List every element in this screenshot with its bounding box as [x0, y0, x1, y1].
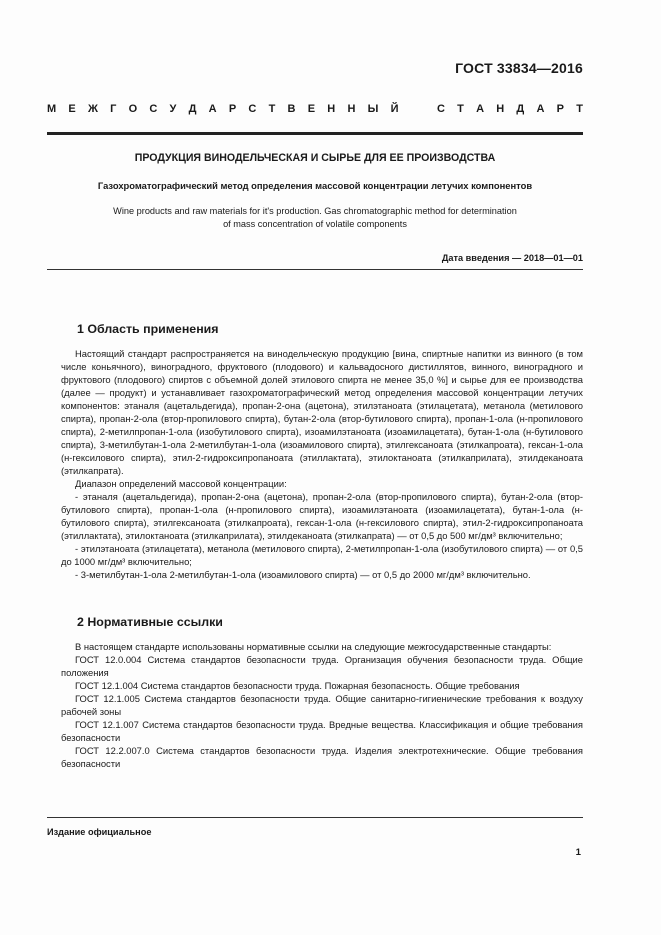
header-letter: В: [287, 103, 296, 115]
header-letter: Д: [516, 103, 525, 115]
page-number: 1: [575, 847, 581, 858]
footer-rule: [47, 817, 583, 818]
document-title: ПРОДУКЦИЯ ВИНОДЕЛЬЧЕСКАЯ И СЫРЬЕ ДЛЯ ЕЕ ПРОИЗВОДСТВА: [134, 152, 496, 164]
header-letter: Н: [347, 103, 356, 115]
header-letter: Т: [268, 103, 276, 115]
header-letter: С: [149, 103, 158, 115]
header-letter: О: [128, 103, 138, 115]
header-letter: А: [536, 103, 545, 115]
intro-date: Дата введения — 2018—01—01: [441, 253, 583, 263]
header-letter: Г: [110, 103, 117, 115]
header-letter: Т: [576, 103, 583, 115]
header-letter: [411, 103, 425, 115]
header-letter: Н: [496, 103, 505, 115]
header-letter: Т: [457, 103, 464, 115]
header-letter: С: [436, 103, 445, 115]
normative-reference: ГОСТ 12.1.004 Система стандартов безопасности труда. Пожарная безопасность. Общие требования: [75, 680, 520, 691]
doc-number: ГОСТ 33834—2016: [455, 60, 583, 76]
section-1-range-intro: Диапазон определений массовой концентрации:: [75, 478, 287, 489]
section-2-paragraph: В настоящем стандарте использованы нормативные ссылки на следующие межгосударственные стандарты:: [75, 641, 552, 652]
header-letter: Д: [188, 103, 197, 115]
header-letter: М: [47, 103, 57, 115]
header-letter: Й: [390, 103, 399, 115]
official-edition-label: Издание официальное: [47, 827, 152, 837]
normative-reference: ГОСТ 12.1.007 Система стандартов безопасности труда. Вредные вещества. Классификация и общие требования безопасности: [61, 719, 583, 743]
header-letter: Р: [556, 103, 564, 115]
section-2-heading: 2 Нормативные ссылки: [77, 615, 223, 629]
english-title-line-2: of mass concentration of volatile components: [223, 218, 407, 229]
english-title: [70, 205, 560, 230]
header-letter: Е: [68, 103, 76, 115]
standard-type-header: [47, 103, 583, 115]
header-letter: У: [169, 103, 177, 115]
range-item-1: - этаналя (ацетальдегида), пропан-2-она (ацетона), пропан-2-ола (втор-пропилового спирта), бутан-2-ола (втор-бутилового спирта), пропан-1-ола (н-пропилового спирта), изоамилэтаноата (изоамилацетата), бутан-1-ола (н-бутилового спирта), этилгексаноата (этилкапроата), гексан-1-ола (н-гексилового спирта), этил-2-гидроксипропаноата (этиллактата), этилоктаноата (этилкаприлата), этилдеканоата (этилкапрата) — от 0,5 до 500 мг/дм³ включительно;: [61, 491, 583, 541]
range-item-3: - 3-метилбутан-1-ола 2-метилбутан-1-ола (изоамилового спирта) — от 0,5 до 2000 мг/дм³ включительно.: [75, 569, 531, 580]
section-1-body: [61, 347, 583, 581]
header-letter: Р: [228, 103, 237, 115]
normative-reference: ГОСТ 12.0.004 Система стандартов безопасности труда. Организация обучения безопасности труда. Общие положения: [61, 654, 583, 678]
header-letter: Н: [327, 103, 336, 115]
header-letter: С: [248, 103, 257, 115]
english-title-line-1: Wine products and raw materials for it's production. Gas chromatographic method for determination: [113, 206, 517, 216]
header-rule: [47, 132, 583, 135]
date-rule: [47, 269, 583, 270]
document-subtitle: Газохроматографический метод определения массовой концентрации летучих компонентов: [97, 180, 533, 191]
header-letter: А: [476, 103, 485, 115]
header-letter: Е: [307, 103, 316, 115]
header-letter: А: [208, 103, 217, 115]
section-1-heading: 1 Область применения: [77, 322, 219, 336]
range-item-2: - этилэтаноата (этилацетата), метанола (метилового спирта), 2-метилпропан-1-ола (изобутилового спирта) — от 0,5 до 1000 мг/дм³ включительно;: [61, 543, 583, 567]
section-1-paragraph: Настоящий стандарт распространяется на винодельческую продукцию [вина, спиртные напитки из винного (в том числе коньячного), виноградного, фруктового (плодового) и кальвадосного дистиллятов, винного, виноградного и фруктового (плодового) спиртов с объемной долей этилового спирта не менее 35,0 %] и сырье для ее производства (далее — продукт) и устанавливает газохроматографический метод определения массовой концентрации летучих компонентов: этаналя (ацетальдегида), пропан-2-она (ацетона), этилэтаноата (этилацетата), метанола (метилового спирта), пропан-2-ола (втор-пропилового спирта), бутан-2-ола (втор-бутилового спирта), пропан-1-ола (н-пропилового спирта), 2-метилпропан-1-ола (изобутилового спирта), изоамилэтаноата (изоамилацетата), бутан-1-ола (н-бутилового спирта), 3-метилбутан-1-ола 2-метилбутан-1-ола (изоамилового спирта), этилгексаноата (этилкапроата), гексан-1-ола (н-гексилового спирта), этил-2-гидроксипропаноата (этиллактата), этилоктаноата (этилкаприлата), этилдеканоата (этилкапрата).: [61, 348, 583, 476]
normative-reference: ГОСТ 12.2.007.0 Система стандартов безопасности труда. Изделия электротехнические. Общие требования безопасности: [61, 745, 583, 769]
normative-reference: ГОСТ 12.1.005 Система стандартов безопасности труда. Общие санитарно-гигиенические требования к воздуху рабочей зоны: [61, 693, 583, 717]
header-letter: Ж: [87, 103, 98, 115]
section-2-body: [61, 640, 583, 770]
header-letter: Ы: [367, 103, 379, 115]
